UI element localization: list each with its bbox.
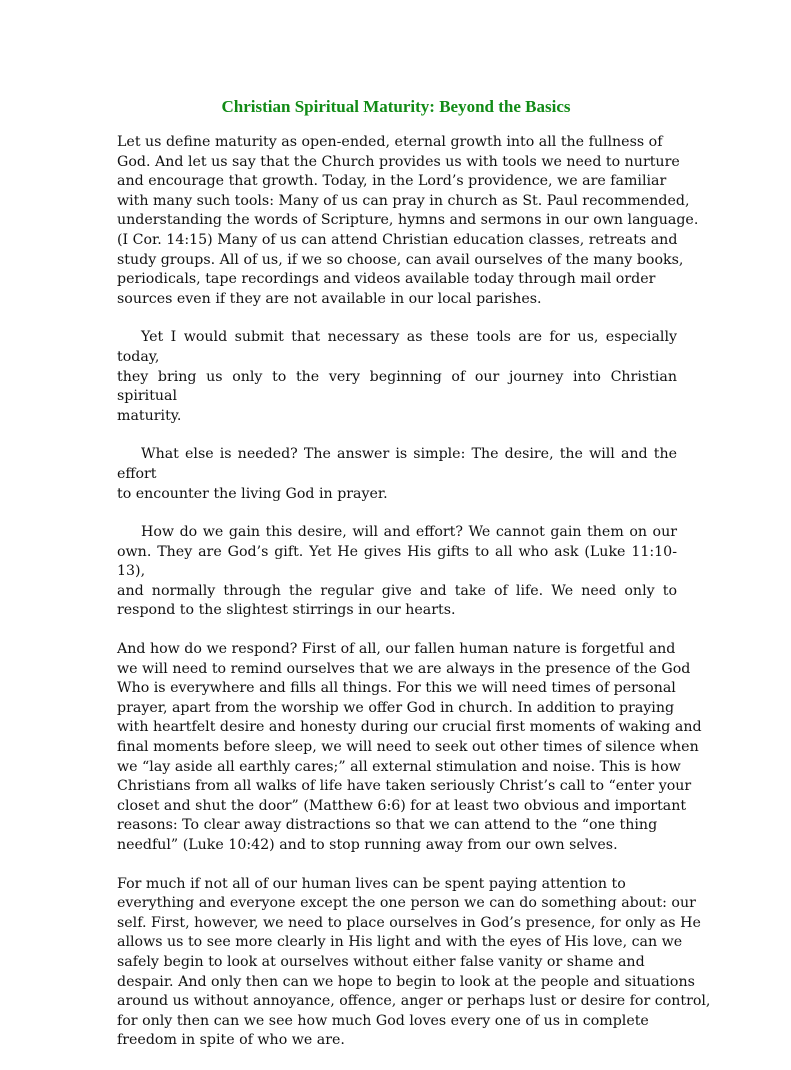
text-line: periodicals, tape recordings and videos available today through mail order [117,271,656,288]
paragraph-5 [117,640,702,856]
text-line: understanding the words of Scripture, hymns and sermons in our own language. [117,212,699,229]
text-line: maturity. [117,407,182,424]
text-line: Who is everywhere and fills all things. For this we will need times of personal [117,680,676,697]
paragraph-6 [117,875,711,1051]
paragraph-4 [117,523,677,621]
paragraph-1 [117,133,699,309]
text-line: Let us define maturity as open-ended, eternal growth into all the fullness of [117,134,663,150]
text-line: around us without annoyance, offence, anger or perhaps lust or desire for control, [117,993,711,1010]
paragraph-2 [117,328,677,426]
text-line: safely begin to look at ourselves without either false vanity or shame and [117,953,645,970]
text-line: prayer, apart from the worship we offer God in church. In addition to praying [117,699,675,716]
text-line: with many such tools: Many of us can pray in church as St. Paul recommended, [117,192,690,209]
document-title: Christian Spiritual Maturity: Beyond the Basics [221,97,571,116]
text-line: they bring us only to the very beginning of our journey into Christian spiritual [117,368,677,405]
text-line: own. They are God’s gift. Yet He gives His gifts to all who ask (Luke 11:10-13), [117,543,677,580]
text-line: Christians from all walks of life have taken seriously Christ’s call to “enter your [117,778,692,795]
text-line: with heartfelt desire and honesty during our crucial first moments of waking and [117,719,702,736]
text-line: For much if not all of our human lives can be spent paying attention to [117,875,626,892]
text-line: and normally through the regular give and take of life. We need only to [117,582,677,599]
text-line: to encounter the living God in prayer. [117,485,388,502]
text-line: God. And let us say that the Church provides us with tools we need to nurture [117,153,680,170]
paragraph-3 [117,445,677,504]
text-line: And how do we respond? First of all, our fallen human nature is forgetful and [117,641,676,658]
text-line: allows us to see more clearly in His light and with the eyes of His love, can we [117,934,683,951]
text-line: self. First, however, we need to place ourselves in God’s presence, for only as He [117,914,701,931]
text-line: How do we gain this desire, will and effort? We cannot gain them on our [141,524,677,541]
text-line: What else is needed? The answer is simple: The desire, the will and the effort [117,446,677,482]
text-line: we “lay aside all earthly cares;” all external stimulation and noise. This is how [117,758,681,775]
text-line: study groups. All of us, if we so choose, can avail ourselves of the many books, [117,251,684,268]
text-line: for only then can we see how much God loves every one of us in complete [117,1012,649,1029]
text-line: everything and everyone except the one person we can do something about: our [117,895,696,912]
text-line: we will need to remind ourselves that we are always in the presence of the God [117,660,691,677]
text-line: reasons: To clear away distractions so that we can attend to the “one thing [117,817,658,834]
document-body [117,133,711,1070]
text-line: (I Cor. 14:15) Many of us can attend Christian education classes, retreats and [117,231,678,248]
text-line: closet and shut the door” (Matthew 6:6) for at least two obvious and important [117,797,687,814]
text-line: despair. And only then can we hope to begin to look at the people and situations [117,973,695,990]
text-line: final moments before sleep, we will need to seek out other times of silence when [117,739,699,756]
text-line: and encourage that growth. Today, in the Lord’s providence, we are familiar [117,173,667,190]
text-line: Yet I would submit that necessary as these tools are for us, especially today, [117,329,677,365]
text-line: freedom in spite of who we are. [117,1032,345,1049]
text-line: sources even if they are not available in our local parishes. [117,290,542,307]
text-line: respond to the slightest stirrings in our hearts. [117,602,456,619]
text-line: needful” (Luke 10:42) and to stop running away from our own selves. [117,837,618,853]
